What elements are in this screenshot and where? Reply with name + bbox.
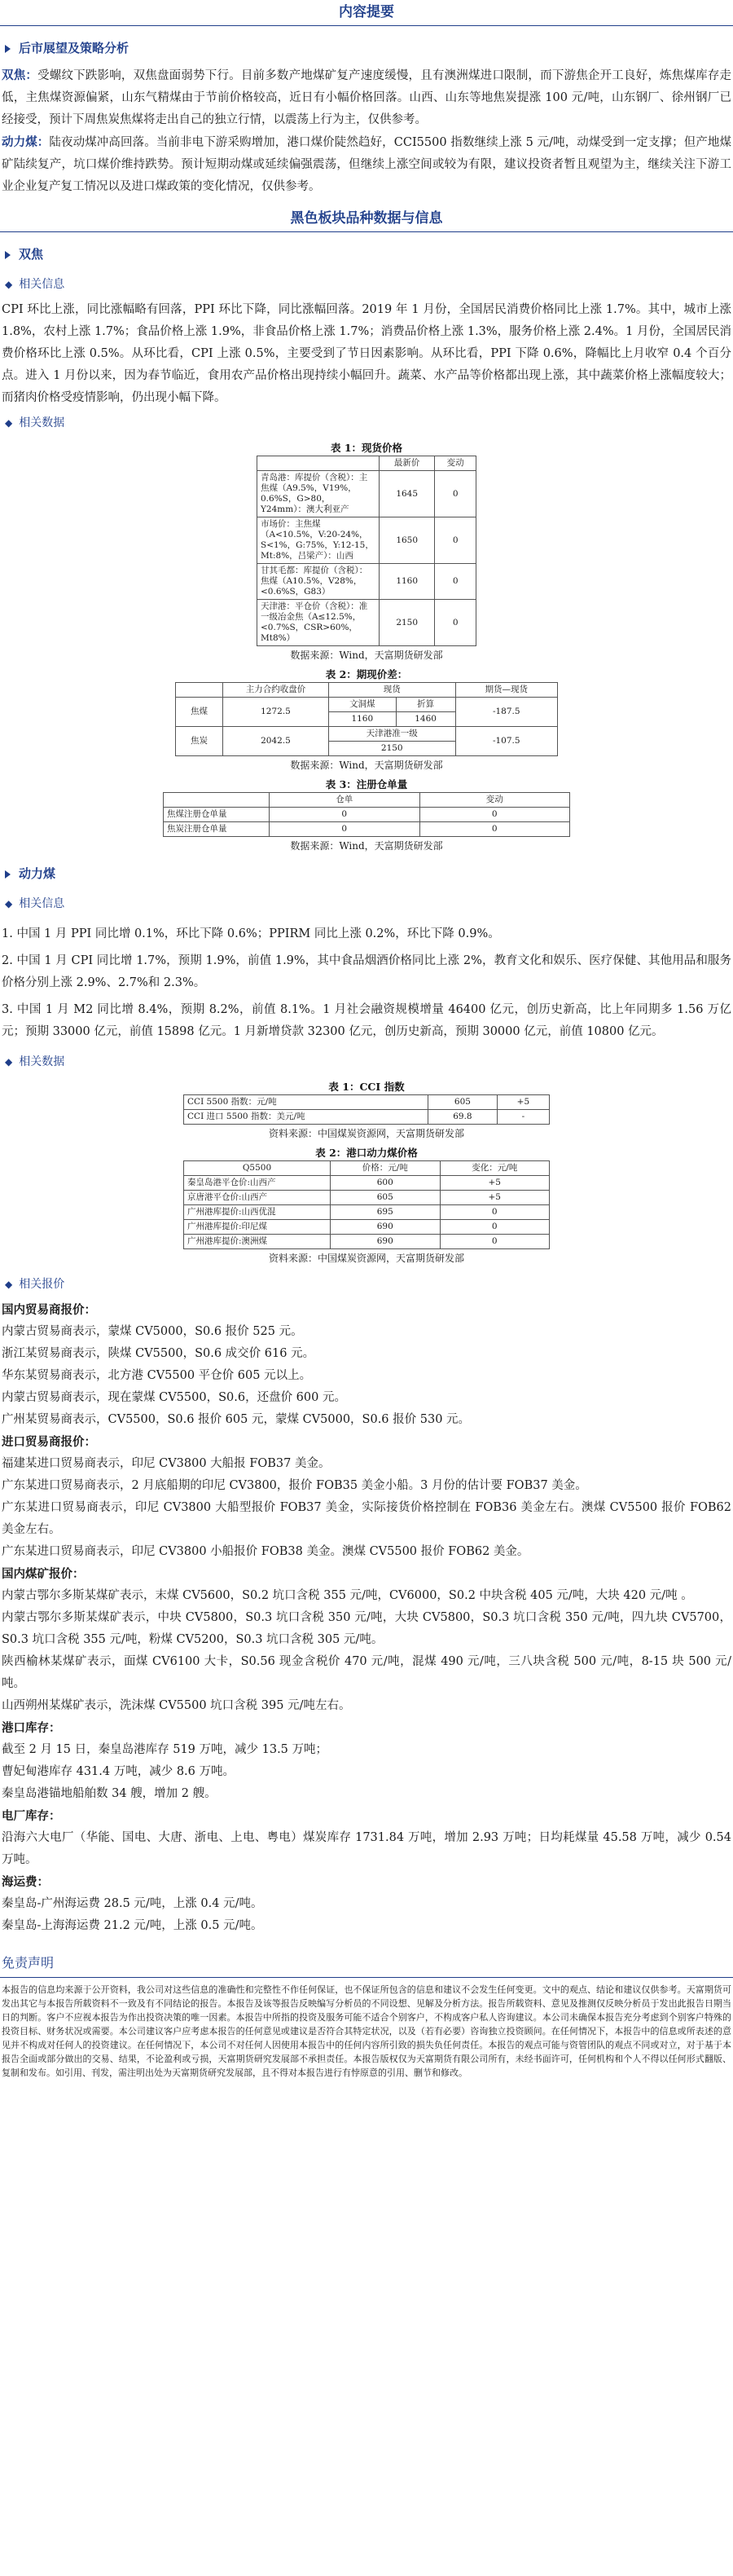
table-cell: 0 bbox=[419, 822, 570, 837]
table-cell: 1645 bbox=[380, 471, 435, 517]
thermal-heading bbox=[0, 858, 733, 890]
table-cell: 甘其毛都：库提价（含税）：焦煤（A10.5%，V28%，<0.6%S，G83） bbox=[257, 564, 380, 600]
quote-item: 浙江某贸易商表示，陕煤 CV5500，S0.6 成交价 616 元。 bbox=[2, 1347, 315, 1360]
quote-item: 沿海六大电厂（华能、国电、大唐、浙电、上电、粤电）煤炭库存 1731.84 万吨，增加 2.93 万吨；日均耗煤量 45.58 万吨，减少 0.54 万吨。 bbox=[2, 1831, 731, 1866]
quote-item: 广东某进口贸易商表示，印尼 CV3800 大船型报价 FOB37 美金，实际接货价格控制在 FOB36 美金左右。澳煤 CV5500 报价 FOB62 美金左右。 bbox=[2, 1501, 731, 1536]
table-cell: +5 bbox=[497, 1095, 549, 1110]
quote-group-heading: 电厂库存： bbox=[2, 1809, 61, 1823]
quote-group-heading: 海运费： bbox=[2, 1875, 49, 1889]
table-cell: - bbox=[497, 1110, 549, 1125]
table-cell: 0 bbox=[435, 471, 476, 517]
coke-basis-table-block bbox=[0, 667, 733, 773]
quote-group-heading: 国内煤矿报价： bbox=[2, 1567, 85, 1581]
table-source: 资料来源：中国煤炭资源网，天富期货研发部 bbox=[268, 1128, 464, 1139]
diamond-bullet-icon: ◆ bbox=[5, 898, 13, 909]
table-cell: 605 bbox=[331, 1191, 441, 1205]
coke-info-heading-text: 相关信息 bbox=[19, 278, 65, 291]
quote-item: 广东某进口贸易商表示，印尼 CV3800 小船报价 FOB38 美金。澳煤 CV5500 报价 FOB62 美金。 bbox=[2, 1545, 529, 1558]
table-caption: 表 2：期现价差： bbox=[325, 668, 408, 680]
table-cell: 2042.5 bbox=[223, 727, 329, 756]
table-cell: 0 bbox=[270, 822, 420, 837]
table-header-cell bbox=[257, 456, 380, 471]
thermal-data-heading bbox=[0, 1048, 733, 1077]
quote-item: 山西朔州某煤矿表示，洗沫煤 CV5500 坑口含税 395 元/吨左右。 bbox=[2, 1699, 351, 1712]
triangle-bullet-icon bbox=[5, 870, 11, 878]
quote-group-heading: 港口库存： bbox=[2, 1721, 61, 1735]
table-cell: -107.5 bbox=[455, 727, 557, 756]
table-source: 数据来源：Wind，天富期货研发部 bbox=[290, 840, 443, 852]
diamond-bullet-icon: ◆ bbox=[5, 279, 13, 290]
thermal-outlook-text: 陆夜动煤冲高回落。当前非电下游采购增加，港口煤价陡然趋好，CCI5500 指数继续上涨 5 元/吨，动煤受到一定支撑；但产地煤矿陆续复产，坑口煤价维持跌势。预计短期动煤或延续偏强震荡，但继续上涨空间或较为有限，建议投资者暂且观望为主，继续关注下游工业企业复产复工情况以及进口煤政策的变化情况，仅供参考。 bbox=[2, 136, 731, 193]
coke-spot-table bbox=[257, 456, 476, 646]
table-cell: 0 bbox=[440, 1205, 550, 1220]
table-cell: 0 bbox=[435, 564, 476, 600]
summary-title: 内容提要 bbox=[339, 4, 394, 20]
thermal-info-heading bbox=[0, 890, 733, 918]
quote-item: 内蒙古贸易商表示，现在蒙煤 CV5500，S0.6，还盘价 600 元。 bbox=[2, 1391, 346, 1404]
table-cell: 0 bbox=[440, 1220, 550, 1235]
coke-warrant-table bbox=[163, 792, 570, 837]
title-rule bbox=[0, 25, 733, 26]
quote-item: 内蒙古鄂尔多斯某煤矿表示，中块 CV5800，S0.3 坑口含税 350 元/吨，大块 CV5800，S0.3 坑口含税 350 元/吨，四九块 CV5700，S0.3 坑口含税 355 元/吨，粉煤 CV5200，S0.3 坑口含税 305 元/吨。 bbox=[2, 1611, 731, 1646]
table-cell: 天津港：平仓价（含税）：准一级冶金焦（A≤12.5%，<0.7%S，CSR>60%，Mt8%） bbox=[257, 600, 380, 646]
table-row bbox=[184, 1095, 550, 1110]
table-cell: 广州港库提价:山西优混 bbox=[184, 1205, 331, 1220]
table-cell: 广州港库提价:澳洲煤 bbox=[184, 1235, 331, 1249]
table-cell: 焦炭注册仓单量 bbox=[164, 822, 270, 837]
port-price-table bbox=[183, 1160, 550, 1249]
table-cell: 2150 bbox=[329, 742, 456, 756]
table-cell: 0 bbox=[270, 808, 420, 822]
quote-item: 截至 2 月 15 日，秦皇岛港库存 519 万吨，减少 13.5 万吨； bbox=[2, 1743, 328, 1756]
thermal-heading-text: 动力煤 bbox=[19, 866, 56, 881]
table-row bbox=[257, 517, 476, 564]
table-cell: 1160 bbox=[380, 564, 435, 600]
thermal-outlook-label: 动力煤： bbox=[2, 135, 50, 149]
quote-item: 广东某进口贸易商表示，2 月底船期的印尼 CV3800，报价 FOB35 美金小船。3 月份的估计要 FOB37 美金。 bbox=[2, 1479, 587, 1492]
table-row bbox=[176, 698, 558, 712]
coke-heading-text: 双焦 bbox=[19, 247, 44, 262]
thermal-info-item: 3. 中国 1 月 M2 同比增 8.4%，预期 8.2%，前值 8.1%。1 月社会融资规模增量 46400 亿元，创历史新高，比上年同期多 1.56 万亿元；预期 33000 亿元，前值 15898 亿元。1 月新增贷款 32300 亿元，创历史新高，预期 30000 亿元，前值 10800 亿元。 bbox=[2, 1003, 731, 1038]
quote-item: 内蒙古贸易商表示，蒙煤 CV5000，S0.6 报价 525 元。 bbox=[2, 1325, 303, 1338]
table-cell: +5 bbox=[440, 1191, 550, 1205]
table-header-cell: 变动 bbox=[435, 456, 476, 471]
triangle-bullet-icon bbox=[5, 251, 11, 259]
table-header-cell: 仓单 bbox=[270, 793, 420, 808]
coke-info-text: CPI 环比上涨，同比涨幅略有回落，PPI 环比下降，同比涨幅回落。2019 年 1 月份，全国居民消费价格同比上涨 1.7%。其中，城市上涨 1.8%，农村上涨 1.7%；食品价格上涨 1.9%，非食品价格上涨 1.7%；消费品价格上涨 1.3%，服务价格上涨 2.4%。1 月份，全国居民消费价格环比上涨 0.5%。从环比看，CPI 上涨 0.5%，主要受到了节日因素影响。从环比看，PPI 下降 0.6%，降幅比上月收窄 0.4 个百分点。进入 1 月份以来，因为春节临近，食用农产品价格出现持续小幅回升。蔬菜、水产品等价格都出现上涨，其中蔬菜价格上涨幅度较大；而猪肉价格受疫情影响，仍出现小幅下降。 bbox=[2, 303, 731, 404]
table-cell: 焦炭 bbox=[176, 727, 223, 756]
table-row bbox=[184, 1205, 550, 1220]
table-row bbox=[257, 564, 476, 600]
table-cell: 文洞煤 bbox=[329, 698, 397, 712]
coke-warrant-table-block bbox=[0, 777, 733, 853]
table-row bbox=[164, 808, 570, 822]
table-header-cell: 期货—现货 bbox=[455, 683, 557, 698]
table-source: 资料来源：中国煤炭资源网，天富期货研发部 bbox=[268, 1253, 464, 1264]
table-row bbox=[184, 1220, 550, 1235]
table-row bbox=[257, 600, 476, 646]
diamond-bullet-icon: ◆ bbox=[5, 417, 13, 429]
table-cell: 69.8 bbox=[428, 1110, 498, 1125]
table-cell: 605 bbox=[428, 1095, 498, 1110]
quote-list bbox=[0, 1299, 733, 1937]
table-header-cell: 价格：元/吨 bbox=[331, 1161, 441, 1176]
table-cell: 695 bbox=[331, 1205, 441, 1220]
quote-item: 福建某进口贸易商表示，印尼 CV3800 大船报 FOB37 美金。 bbox=[2, 1457, 331, 1470]
table-cell: 0 bbox=[435, 600, 476, 646]
table-header-cell: 主力合约收盘价 bbox=[223, 683, 329, 698]
disclaimer-title: 免责声明 bbox=[2, 1955, 55, 1971]
thermal-quote-heading-text: 相关报价 bbox=[19, 1278, 65, 1291]
table-cell: 0 bbox=[419, 808, 570, 822]
table-caption: 表 3：注册仓单量 bbox=[325, 778, 408, 790]
diamond-bullet-icon: ◆ bbox=[5, 1279, 13, 1290]
quote-item: 秦皇岛-广州海运费 28.5 元/吨，上涨 0.4 元/吨。 bbox=[2, 1897, 263, 1910]
table-header-cell: 现货 bbox=[329, 683, 456, 698]
quote-item: 秦皇岛港锚地船舶数 34 艘，增加 2 艘。 bbox=[2, 1787, 217, 1800]
table-cell: 2150 bbox=[380, 600, 435, 646]
table-cell: 0 bbox=[440, 1235, 550, 1249]
table-cell: 折算 bbox=[396, 698, 455, 712]
thermal-info-item: 2. 中国 1 月 CPI 同比增 1.7%，预期 1.9%，前值 1.9%，其中食品烟酒价格同比上涨 2%，教育文化和娱乐、医疗保健、其他用品和服务价格分别上涨 2.9%、2.7%和 2.3%。 bbox=[2, 954, 731, 989]
table-cell: 600 bbox=[331, 1176, 441, 1191]
table-cell: 1460 bbox=[396, 712, 455, 727]
table-caption: 表 1：现货价格 bbox=[330, 442, 403, 454]
table-row bbox=[184, 1235, 550, 1249]
disclaimer-text: 本报告的信息均来源于公开资料，我公司对这些信息的准确性和完整性不作任何保证，也不保证所包含的信息和建议不会发生任何变更。文中的观点、结论和建议仅供参考。天富期货可发出其它与本报告所载资料不一致及有不同结论的报告。本报告及该等报告反映编写分析员的不同设想、见解及分析方法。报告所载资料、意见及推测仅反映分析员于发出此报告日期当日的判断。客户不应视本报告为作出投资决策的唯一因素。本报告中所指的投资及服务可能不适合个别客户，不构成客户私人咨询建议。本公司未确保本报告充分考虑到个别客户特殊的投资目标、财务状况或需要。本公司建议客户应考虑本报告的任何意见或建议是否符合其特定状况，以及（若有必要）咨询独立投资顾问。在任何情况下，本报告中的信息或所表述的意见并不构成对任何人的投资建议。在任何情况下，本公司不对任何人因使用本报告中的任何内容所引致的损失负任何责任。本报告的观点可能与资管团队的观点不同或对立，对于基于本报告全面或部分做出的交易、结果，不论盈利或亏损，天富期货研究发展部不承担责任。本报告版权仅为天富期货有限公司所有，未经书面许可，任何机构和个人不得以任何形式翻版、复制和发布。如引用、刊发，需注明出处为天富期货研究发展部，且不得对本报告进行有悖原意的引用、删节和修改。 bbox=[2, 1984, 731, 2078]
table-row bbox=[184, 1176, 550, 1191]
quote-group-heading: 国内贸易商报价： bbox=[2, 1303, 96, 1317]
table-cell: 焦煤注册仓单量 bbox=[164, 808, 270, 822]
table-row bbox=[176, 727, 558, 742]
table-caption: 表 1：CCI 指数 bbox=[328, 1081, 405, 1093]
table-cell: +5 bbox=[440, 1176, 550, 1191]
main-title: 黑色板块品种数据与信息 bbox=[290, 210, 443, 227]
table-cell: 0 bbox=[435, 517, 476, 564]
thermal-outlook bbox=[0, 131, 733, 198]
table-cell: 690 bbox=[331, 1235, 441, 1249]
quote-item: 广州某贸易商表示，CV5500，S0.6 报价 605 元，蒙煤 CV5000，S0.6 报价 530 元。 bbox=[2, 1413, 471, 1426]
table-header-cell: 最新价 bbox=[380, 456, 435, 471]
table-cell: 1160 bbox=[329, 712, 397, 727]
quote-item: 陕西榆林某煤矿表示，面煤 CV6100 大卡，S0.56 现金含税价 470 元/吨，混煤 490 元/吨，三八块含税 500 元/吨，8-15 块 500 元/吨。 bbox=[2, 1655, 731, 1690]
thermal-info-item: 1. 中国 1 月 PPI 同比增 0.1%，环比下降 0.6%；PPIRM 同比上涨 0.2%，环比下降 0.9%。 bbox=[2, 927, 500, 940]
table-cell: 焦煤 bbox=[176, 698, 223, 727]
table-cell: 广州港库提价:印尼煤 bbox=[184, 1220, 331, 1235]
quote-item: 内蒙古鄂尔多斯某煤矿表示，末煤 CV5600，S0.2 坑口含税 355 元/吨，CV6000，S0.2 中块含税 405 元/吨，大块 420 元/吨 。 bbox=[2, 1589, 693, 1602]
table-cell: 青岛港：库提价（含税）：主焦煤（A9.5%，V19%，0.6%S，G>80，Y24mm）：澳大利亚产 bbox=[257, 471, 380, 517]
table-cell: 690 bbox=[331, 1220, 441, 1235]
quote-item: 曹妃甸港库存 431.4 万吨，减少 8.6 万吨。 bbox=[2, 1765, 235, 1778]
thermal-info-heading-text: 相关信息 bbox=[19, 897, 65, 910]
diamond-bullet-icon: ◆ bbox=[5, 1056, 13, 1068]
quote-item: 秦皇岛-上海海运费 21.2 元/吨，上涨 0.5 元/吨。 bbox=[2, 1919, 263, 1932]
triangle-bullet-icon bbox=[5, 45, 11, 53]
thermal-data-heading-text: 相关数据 bbox=[19, 1055, 65, 1068]
coke-outlook-text: 受螺纹下跌影响，双焦盘面弱势下行。目前多数产地煤矿复产速度缓慢，且有澳洲煤进口限制，而下游焦企开工良好，炼焦煤库存走低，主焦煤资源偏紧，山东气精煤由于节前价格较高，近日有小幅价格回落。山西、山东等地焦炭提涨 100 元/吨，山东钢厂、徐州钢厂已经接受，预计下周焦炭焦煤将走出自己的独立行情，以震荡上行为主，仅供参考。 bbox=[2, 69, 731, 126]
table-caption: 表 2：港口动力煤价格 bbox=[315, 1147, 418, 1159]
port-price-table-block bbox=[0, 1146, 733, 1266]
table-cell: 1272.5 bbox=[223, 698, 329, 727]
thermal-quote-heading bbox=[0, 1270, 733, 1299]
cci-table-block bbox=[0, 1080, 733, 1141]
table-cell: -187.5 bbox=[455, 698, 557, 727]
table-header-cell bbox=[176, 683, 223, 698]
quote-group-heading: 进口贸易商报价： bbox=[2, 1435, 96, 1449]
table-header-cell: 变动 bbox=[419, 793, 570, 808]
coke-basis-table bbox=[175, 682, 558, 756]
coke-data-heading bbox=[0, 409, 733, 438]
table-row bbox=[164, 822, 570, 837]
table-source: 数据来源：Wind，天富期货研发部 bbox=[290, 650, 443, 661]
table-cell: 市场价：主焦煤（A<10.5%，V:20-24%，S<1%，G:75%，Y:12-15，Mt:8%，吕梁产）：山西 bbox=[257, 517, 380, 564]
coke-data-heading-text: 相关数据 bbox=[19, 416, 65, 429]
disclaimer-rule bbox=[0, 1977, 733, 1978]
table-cell: 天津港准一级 bbox=[329, 727, 456, 742]
coke-spot-table-block bbox=[0, 441, 733, 663]
table-cell: CCI 5500 指数：元/吨 bbox=[184, 1095, 428, 1110]
coke-outlook-label: 双焦： bbox=[2, 68, 38, 82]
cci-table bbox=[183, 1094, 550, 1125]
table-row bbox=[257, 471, 476, 517]
coke-outlook bbox=[0, 64, 733, 131]
coke-info-heading bbox=[0, 271, 733, 299]
table-cell: 秦皇岛港平仓价:山西产 bbox=[184, 1176, 331, 1191]
title-rule bbox=[0, 231, 733, 232]
table-row bbox=[184, 1110, 550, 1125]
table-cell: 京唐港平仓价:山西产 bbox=[184, 1191, 331, 1205]
table-header-cell: Q5500 bbox=[184, 1161, 331, 1176]
table-source: 数据来源：Wind，天富期货研发部 bbox=[290, 760, 443, 771]
table-row bbox=[184, 1191, 550, 1205]
table-header-cell bbox=[164, 793, 270, 808]
coke-heading bbox=[0, 239, 733, 271]
strategy-heading-text: 后市展望及策略分析 bbox=[19, 41, 129, 55]
table-cell: 1650 bbox=[380, 517, 435, 564]
quote-item: 华东某贸易商表示，北方港 CV5500 平仓价 605 元以上。 bbox=[2, 1369, 312, 1382]
strategy-heading bbox=[0, 33, 733, 64]
table-cell: CCI 进口 5500 指数：美元/吨 bbox=[184, 1110, 428, 1125]
table-header-cell: 变化：元/吨 bbox=[440, 1161, 550, 1176]
